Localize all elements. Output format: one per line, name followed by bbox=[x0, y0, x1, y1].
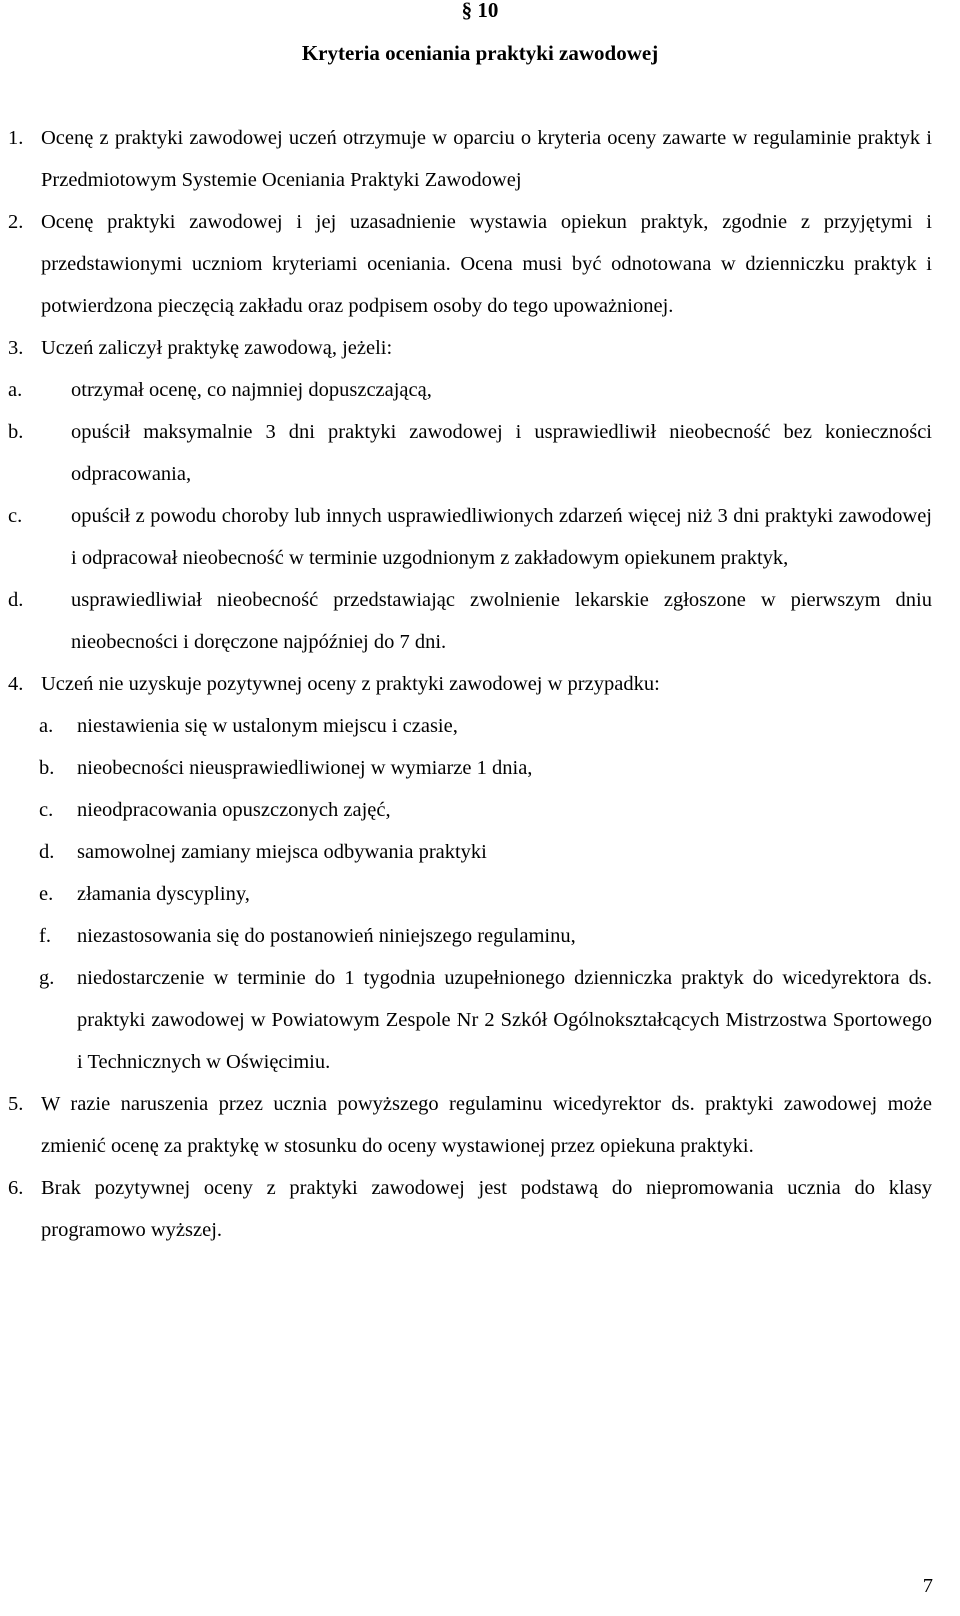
subitem-letter: c. bbox=[8, 505, 23, 527]
subitem-text: otrzymał ocenę, co najmniej dopuszczającą, bbox=[71, 379, 432, 401]
criteria-item-4 bbox=[0, 663, 960, 705]
item-number: 4. bbox=[8, 673, 24, 695]
subitem-text: niezastosowania się do postanowień niniejszego regulaminu, bbox=[77, 925, 576, 947]
subitem-letter: b. bbox=[39, 757, 55, 779]
subitem-letter: c. bbox=[39, 799, 54, 821]
subitem-4b bbox=[0, 747, 960, 789]
subitem-text: samowolnej zamiany miejsca odbywania praktyki bbox=[77, 841, 487, 863]
subitem-letter: g. bbox=[39, 967, 55, 989]
item-number: 2. bbox=[8, 211, 24, 233]
subitem-4c bbox=[0, 789, 960, 831]
item-number: 5. bbox=[8, 1093, 24, 1115]
subitem-text: niedostarczenie w terminie do 1 tygodnia uzupełnionego dzienniczka praktyk do wicedyrektora ds. praktyki zawodowej w Powiatowym Zespole Nr 2 Szkół Ogólnokształcących Mistrzostwa Sportowego i Technicznych w Oświęcimiu. bbox=[77, 967, 932, 1073]
item-text: Brak pozytywnej oceny z praktyki zawodowej jest podstawą do niepromowania ucznia do klasy programowo wyższej. bbox=[41, 1177, 932, 1241]
subitem-letter: e. bbox=[39, 883, 54, 905]
item-text: Uczeń nie uzyskuje pozytywnej oceny z praktyki zawodowej w przypadku: bbox=[41, 673, 660, 695]
criteria-list bbox=[0, 117, 960, 1251]
page-number: 7 bbox=[922, 1575, 933, 1597]
subitem-4e bbox=[0, 873, 960, 915]
subitem-letter: b. bbox=[8, 421, 24, 443]
item-text: Ocenę praktyki zawodowej i jej uzasadnienie wystawia opiekun praktyk, zgodnie z przyjętymi i przedstawionymi uczniom kryteriami oceniania. Ocena musi być odnotowana w dzienniczku praktyk i potwierdzona pieczęcią zakładu oraz podpisem osoby do tego upoważnionej. bbox=[41, 211, 932, 317]
subitem-4d bbox=[0, 831, 960, 873]
item-number: 1. bbox=[8, 127, 24, 149]
subitem-letter: d. bbox=[8, 589, 24, 611]
subitem-text: nieobecności nieusprawiedliwionej w wymiarze 1 dnia, bbox=[77, 757, 533, 779]
criteria-item-1 bbox=[0, 117, 960, 201]
criteria-item-3 bbox=[0, 327, 960, 369]
subitem-3a bbox=[0, 369, 960, 411]
subitem-3d bbox=[0, 579, 960, 663]
subitem-text: opuścił maksymalnie 3 dni praktyki zawodowej i usprawiedliwił nieobecność bez konieczności odpracowania, bbox=[71, 421, 932, 485]
subitem-3c bbox=[0, 495, 960, 579]
subitem-4a bbox=[0, 705, 960, 747]
criteria-item-2 bbox=[0, 201, 960, 327]
criteria-item-5 bbox=[0, 1083, 960, 1167]
subitem-3b bbox=[0, 411, 960, 495]
criteria-item-6 bbox=[0, 1167, 960, 1251]
subitem-text: usprawiedliwiał nieobecność przedstawiając zwolnienie lekarskie zgłoszone w pierwszym dniu nieobecności i doręczone najpóźniej do 7 dni. bbox=[71, 589, 932, 653]
subitem-text: opuścił z powodu choroby lub innych usprawiedliwionych zdarzeń więcej niż 3 dni praktyki zawodowej i odpracował nieobecność w terminie uzgodnionym z zakładowym opiekunem praktyk, bbox=[71, 505, 932, 569]
item-number: 6. bbox=[8, 1177, 24, 1199]
item-text: W razie naruszenia przez ucznia powyższego regulaminu wicedyrektor ds. praktyki zawodowej może zmienić ocenę za praktykę w stosunku do oceny wystawionej przez opiekuna praktyki. bbox=[41, 1093, 932, 1157]
subitem-4g bbox=[0, 957, 960, 1083]
item-number: 3. bbox=[8, 337, 24, 359]
subitem-letter: a. bbox=[8, 379, 23, 401]
item-text: Ocenę z praktyki zawodowej uczeń otrzymuje w oparciu o kryteria oceny zawarte w regulaminie praktyk i Przedmiotowym Systemie Oceniania Praktyki Zawodowej bbox=[41, 127, 932, 191]
item-text: Uczeń zaliczył praktykę zawodową, jeżeli: bbox=[41, 337, 393, 359]
subitem-text: złamania dyscypliny, bbox=[77, 883, 250, 905]
subitem-letter: f. bbox=[39, 925, 51, 947]
section-number: § 10 bbox=[461, 0, 499, 22]
section-title: Kryteria oceniania praktyki zawodowej bbox=[301, 41, 659, 65]
subitem-text: niestawienia się w ustalonym miejscu i czasie, bbox=[77, 715, 458, 737]
subitem-4f bbox=[0, 915, 960, 957]
subitem-text: nieodpracowania opuszczonych zajęć, bbox=[77, 799, 391, 821]
subitem-letter: a. bbox=[39, 715, 54, 737]
subitem-letter: d. bbox=[39, 841, 55, 863]
